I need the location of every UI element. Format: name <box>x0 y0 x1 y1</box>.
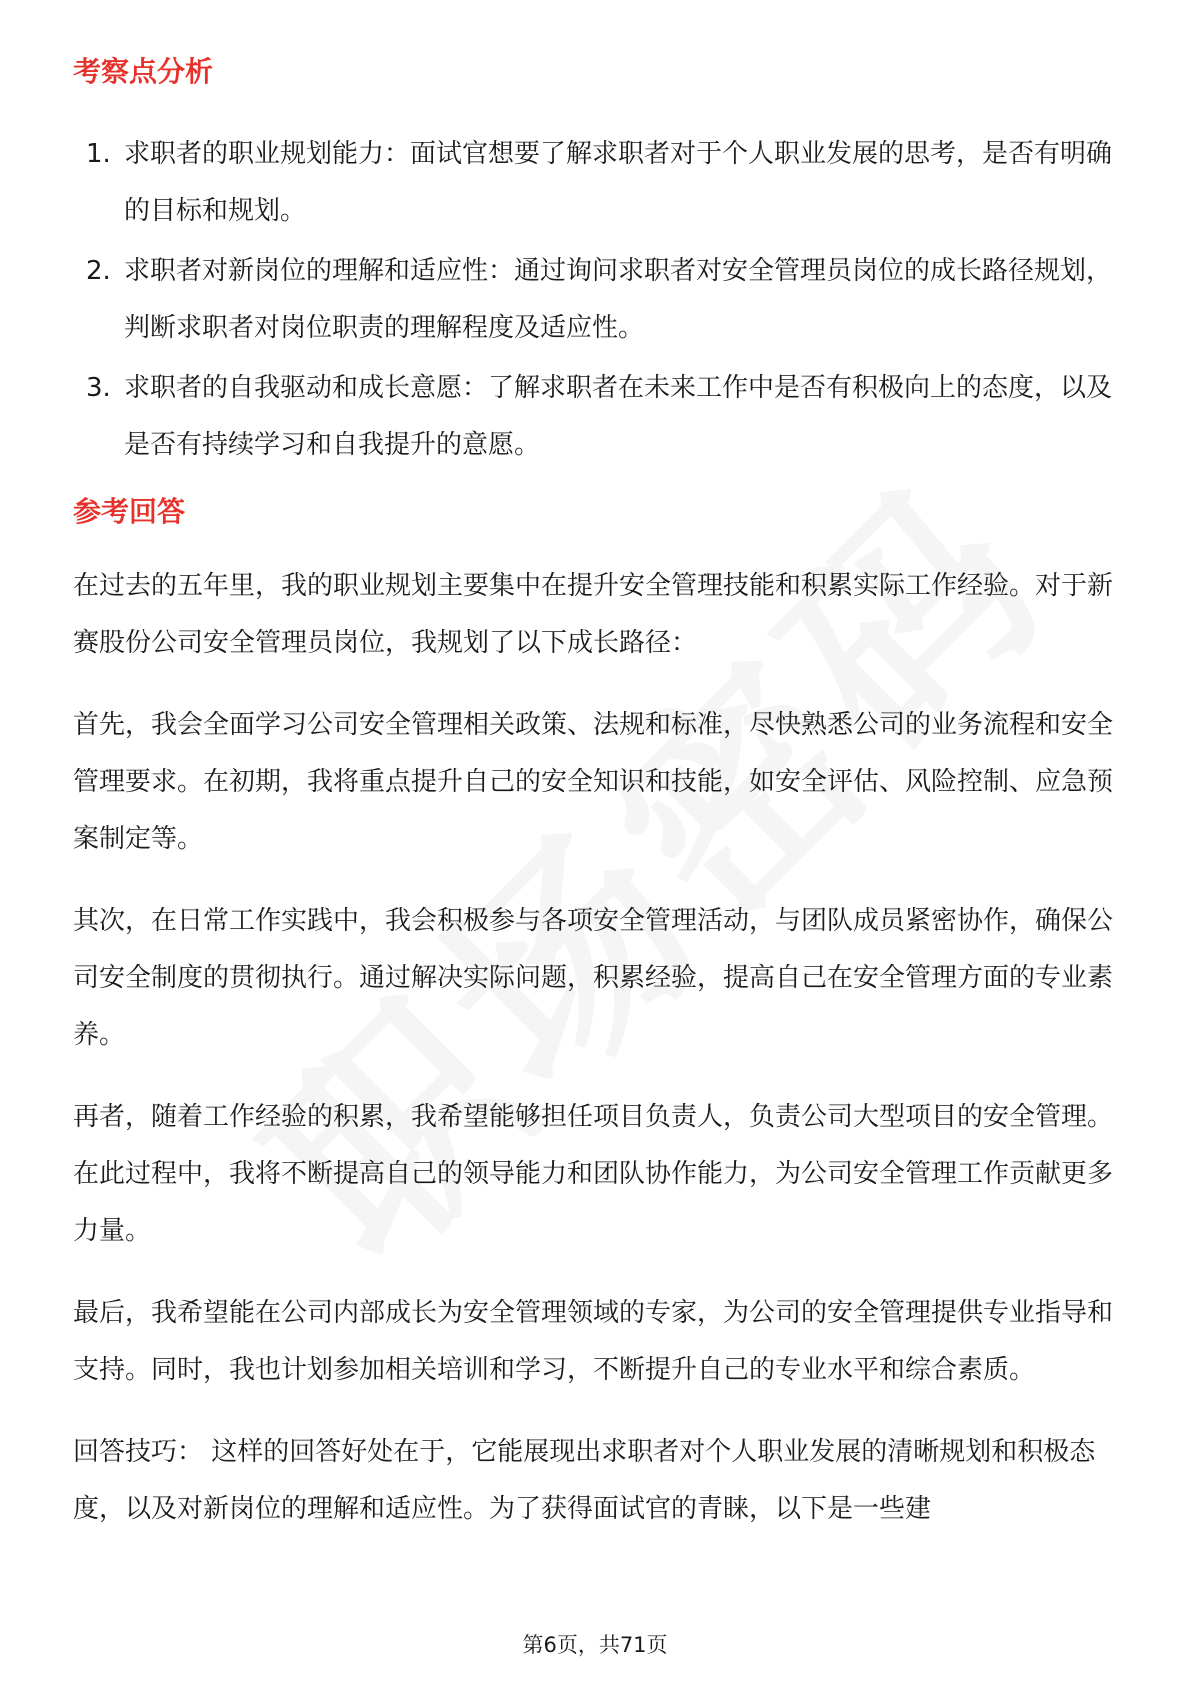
answer-paragraph: 再者，随着工作经验的积累，我希望能够担任项目负责人，负责公司大型项目的安全管理。在此过程中，我将不断提高自己的领导能力和团队协作能力，为公司安全管理工作贡献更多力量。 <box>73 1102 1114 1246</box>
list-item <box>73 360 1123 474</box>
list-item-text: 求职者的职业规划能力：面试官想要了解求职者对于个人职业发展的思考，是否有明确的目标和规划。 <box>124 139 1113 226</box>
answer-paragraph: 在过去的五年里，我的职业规划主要集中在提升安全管理技能和积累实际工作经验。对于新赛股份公司安全管理员岗位，我规划了以下成长路径： <box>73 571 1114 658</box>
list-item-number: 1. <box>86 139 111 169</box>
answer-paragraph: 最后，我希望能在公司内部成长为安全管理领域的专家，为公司的安全管理提供专业指导和支持。同时，我也计划参加相关培训和学习，不断提升自己的专业水平和综合素质。 <box>73 1298 1114 1385</box>
answer-tips-paragraph: 回答技巧： 这样的回答好处在于，它能展现出求职者对个人职业发展的清晰规划和积极态度，以及对新岗位的理解和适应性。为了获得面试官的青睐，以下是一些建 <box>73 1437 1096 1524</box>
analysis-list <box>73 126 1123 474</box>
answer-paragraph: 其次，在日常工作实践中，我会积极参与各项安全管理活动，与团队成员紧密协作，确保公司安全制度的贯彻执行。通过解决实际问题，积累经验，提高自己在安全管理方面的专业素养。 <box>73 906 1114 1050</box>
list-item-number: 2. <box>86 256 111 286</box>
list-item-number: 3. <box>86 373 111 403</box>
page-number: 第6页，共71页 <box>522 1633 668 1657</box>
document-body <box>73 48 1123 1538</box>
analysis-title: 考察点分析 <box>73 55 214 88</box>
list-item-text: 求职者的自我驱动和成长意愿：了解求职者在未来工作中是否有积极向上的态度，以及是否有持续学习和自我提升的意愿。 <box>124 373 1113 460</box>
reference-answer <box>73 558 1123 1538</box>
answer-paragraph: 首先，我会全面学习公司安全管理相关政策、法规和标准，尽快熟悉公司的业务流程和安全管理要求。在初期，我将重点提升自己的安全知识和技能，如安全评估、风险控制、应急预案制定等。 <box>73 710 1114 854</box>
list-item <box>73 243 1123 357</box>
list-item-text: 求职者对新岗位的理解和适应性：通过询问求职者对安全管理员岗位的成长路径规划，判断求职者对岗位职责的理解程度及适应性。 <box>124 256 1113 343</box>
reference-title: 参考回答 <box>73 495 186 528</box>
list-item <box>73 126 1123 240</box>
